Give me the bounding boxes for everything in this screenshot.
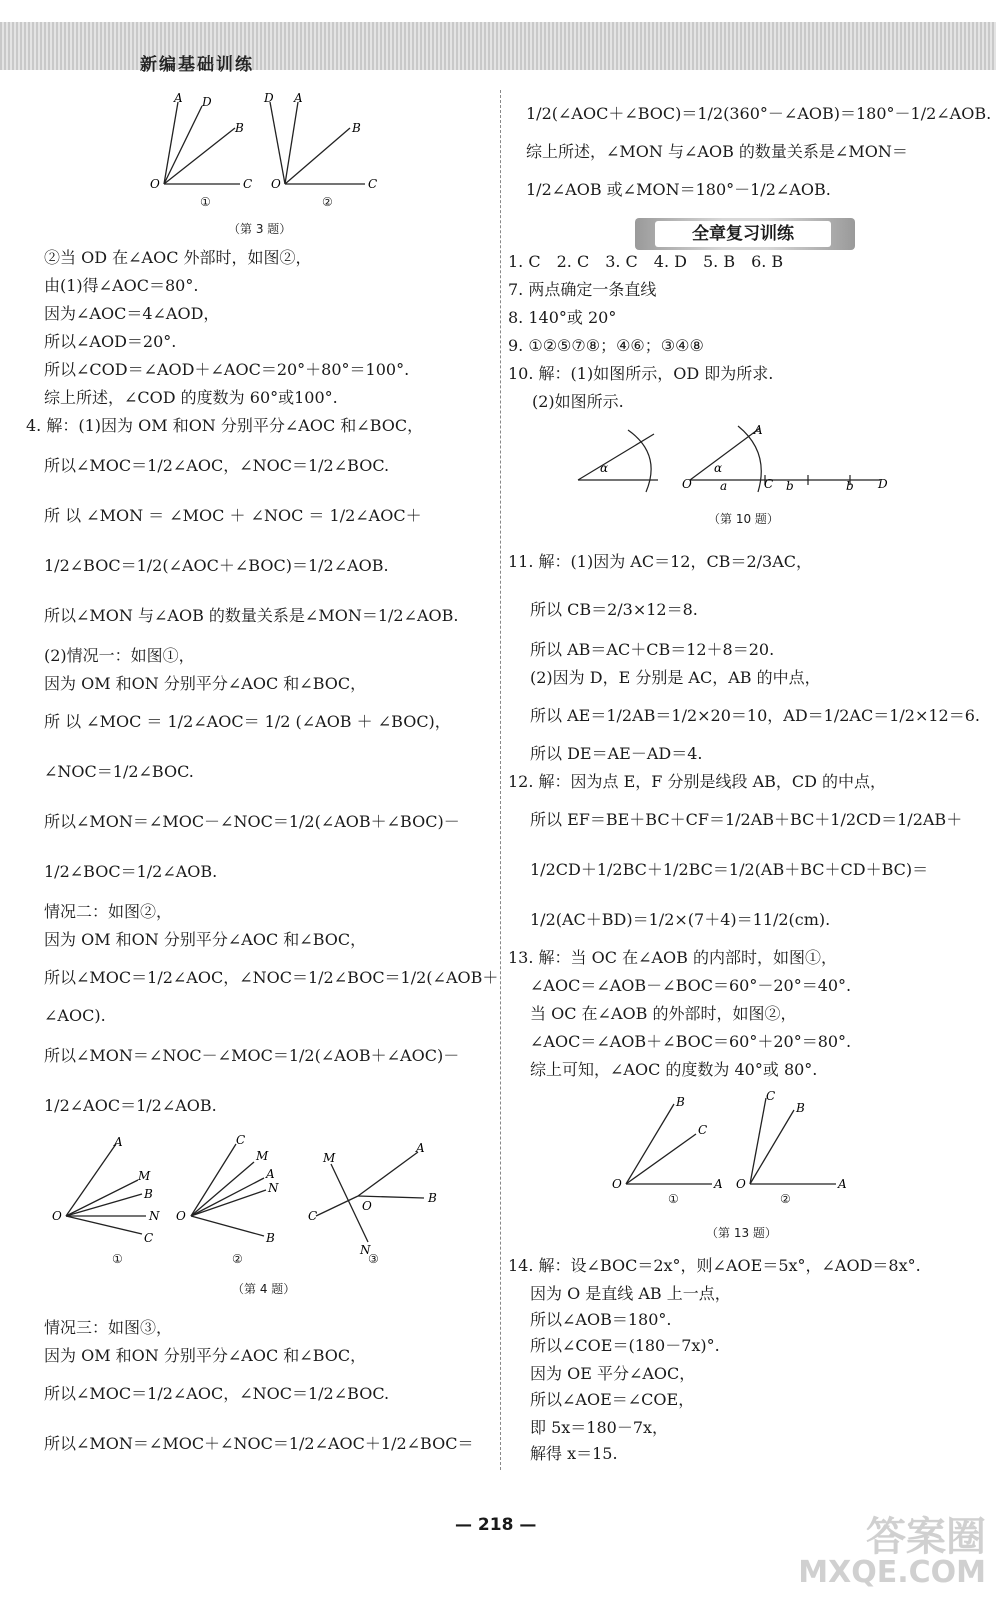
- svg-text:α: α: [600, 461, 609, 475]
- text-line: 所以∠COD＝∠AOD＋∠AOC＝20°＋80°＝100°.: [44, 360, 410, 379]
- text-line: 所 以 ∠MOC ＝ 1/2∠AOC＝ 1/2 (∠AOB ＋ ∠BOC)，: [44, 712, 451, 731]
- text-line: 所以 AB＝AC＋CB＝12＋8＝20.: [530, 640, 775, 659]
- text-line: 所以∠COE＝(180－7x)°.: [530, 1336, 720, 1355]
- svg-text:O: O: [150, 177, 160, 191]
- fig13-label-1: ①: [668, 1192, 679, 1206]
- svg-text:B: B: [235, 121, 244, 135]
- text-line: 所以 CB＝2/3×12＝8.: [530, 600, 698, 619]
- text-line: 解得 x＝15.: [530, 1444, 618, 1463]
- text-line: 因为 OM 和ON 分别平分∠AOC 和∠BOC，: [44, 1346, 367, 1365]
- text-line: 1/2∠BOC＝1/2∠AOB.: [44, 862, 218, 881]
- svg-text:B: B: [352, 121, 361, 135]
- text-line: 1/2∠BOC＝1/2(∠AOC＋∠BOC)＝1/2∠AOB.: [44, 556, 389, 575]
- svg-text:N: N: [149, 1209, 160, 1223]
- answer-line: 1. C 2. C 3. C 4. D 5. B 6. B: [508, 252, 784, 271]
- text-line: 因为 OM 和ON 分别平分∠AOC 和∠BOC，: [44, 930, 367, 949]
- svg-text:b: b: [846, 479, 854, 493]
- watermark: 答案圈: [866, 1514, 986, 1560]
- svg-text:A: A: [838, 1177, 847, 1191]
- fig13-caption: （第 13 题）: [706, 1226, 777, 1240]
- text-line: 1/2∠AOB 或∠MON＝180°－1/2∠AOB.: [526, 180, 831, 199]
- svg-text:O: O: [52, 1209, 62, 1223]
- svg-text:C: C: [236, 1133, 246, 1147]
- fig4-caption: （第 4 题）: [232, 1282, 296, 1296]
- svg-text:M: M: [138, 1169, 151, 1183]
- svg-text:a: a: [720, 479, 728, 493]
- answer-line: (2)如图所示.: [532, 392, 624, 411]
- svg-text:A: A: [174, 91, 183, 105]
- answer-line: 8. 140°或 20°: [508, 308, 617, 327]
- svg-text:O: O: [271, 177, 281, 191]
- text-line: ②当 OD 在∠AOC 外部时，如图②，: [44, 248, 312, 267]
- text-line: 所以∠MON＝∠NOC－∠MOC＝1/2(∠AOB＋∠AOC)－: [44, 1046, 460, 1065]
- text-line: 所以∠MON 与∠AOB 的数量关系是∠MON＝1/2∠AOB.: [44, 606, 459, 625]
- fig4-label-1: ①: [112, 1252, 123, 1266]
- text-line: 所以∠MON＝∠MOC＋∠NOC＝1/2∠AOC＋1/2∠BOC＝: [44, 1434, 474, 1453]
- text-line: 情况三：如图③，: [44, 1318, 173, 1337]
- text-line: ∠AOC).: [44, 1006, 106, 1025]
- text-line: 所以∠MOC＝1/2∠AOC，∠NOC＝1/2∠BOC＝1/2(∠AOB＋: [44, 968, 499, 987]
- watermark-url: MXQE.COM: [798, 1555, 986, 1590]
- text-line: 11. 解：(1)因为 AC＝12，CB＝2/3AC，: [508, 552, 812, 571]
- svg-text:C: C: [243, 177, 253, 191]
- svg-text:B: B: [144, 1187, 153, 1201]
- figure-3: [140, 90, 380, 220]
- svg-text:N: N: [360, 1243, 371, 1257]
- text-line: 1/2(AC＋BD)＝1/2×(7＋4)＝11/2(cm).: [530, 910, 831, 929]
- text-line: 所以 DE＝AE－AD＝4.: [530, 744, 703, 763]
- svg-text:A: A: [714, 1177, 723, 1191]
- figure-13: [600, 1090, 860, 1200]
- text-line: 1/2∠AOC＝1/2∠AOB.: [44, 1096, 217, 1115]
- text-line: (2)情况一：如图①，: [44, 646, 195, 665]
- svg-text:M: M: [323, 1151, 336, 1165]
- fig3-caption: （第 3 题）: [228, 222, 292, 236]
- svg-text:D: D: [202, 95, 212, 109]
- svg-text:A: A: [266, 1167, 275, 1181]
- text-line: 4. 解：(1)因为 OM 和ON 分别平分∠AOC 和∠BOC，: [26, 416, 424, 435]
- svg-text:α: α: [714, 461, 723, 475]
- header-title: 新编基础训练: [140, 55, 254, 75]
- text-line: 情况二：如图②，: [44, 902, 173, 921]
- text-line: ∠AOC＝∠AOB－∠BOC＝60°－20°＝40°.: [530, 976, 852, 995]
- text-line: 所 以 ∠MON ＝ ∠MOC ＋ ∠NOC ＝ 1/2∠AOC＋: [44, 506, 422, 525]
- svg-text:B: B: [428, 1191, 437, 1205]
- svg-text:O: O: [682, 477, 692, 491]
- text-line: ∠NOC＝1/2∠BOC.: [44, 762, 194, 781]
- text-line: 所以∠MOC＝1/2∠AOC，∠NOC＝1/2∠BOC.: [44, 1384, 390, 1403]
- svg-text:C: C: [764, 477, 774, 491]
- text-line: 即 5x＝180－7x，: [530, 1418, 669, 1437]
- fig13-label-2: ②: [780, 1192, 791, 1206]
- svg-text:C: C: [698, 1123, 708, 1137]
- text-line: 所以 AE＝1/2AB＝1/2×20＝10，AD＝1/2AC＝1/2×12＝6.: [530, 706, 980, 725]
- text-line: 14. 解：设∠BOC＝2x°，则∠AOE＝5x°，∠AOD＝8x°.: [508, 1256, 921, 1275]
- answer-line: 7. 两点确定一条直线: [508, 280, 657, 299]
- figure-10: [570, 420, 900, 500]
- column-divider: [500, 90, 501, 1470]
- svg-text:A: A: [294, 91, 303, 105]
- svg-text:B: B: [266, 1231, 275, 1245]
- text-line: 综上所述，∠COD 的度数为 60°或100°.: [44, 388, 338, 407]
- fig4-label-2: ②: [232, 1252, 243, 1266]
- svg-text:A: A: [754, 423, 763, 437]
- text-line: 12. 解：因为点 E，F 分别是线段 AB，CD 的中点，: [508, 772, 887, 791]
- figure-4: [46, 1130, 456, 1270]
- svg-text:A: A: [416, 1141, 425, 1155]
- answer-line: 9. ①②⑤⑦⑧；④⑥；③④⑧: [508, 336, 704, 355]
- fig3-label-2: ②: [322, 195, 333, 209]
- fig4-label-3: ③: [368, 1252, 379, 1266]
- section-banner: [635, 218, 855, 250]
- text-line: 所以∠AOE＝∠COE，: [530, 1390, 695, 1409]
- text-line: 因为 OM 和ON 分别平分∠AOC 和∠BOC，: [44, 674, 367, 693]
- svg-text:B: B: [796, 1101, 805, 1115]
- text-line: 当 OC 在∠AOB 的外部时，如图②，: [530, 1004, 797, 1023]
- svg-text:C: C: [308, 1209, 318, 1223]
- svg-text:M: M: [256, 1149, 269, 1163]
- text-line: 1/2(∠AOC＋∠BOC)＝1/2(360°－∠AOB)＝180°－1/2∠AOB.: [526, 104, 992, 123]
- text-line: 所以∠MOC＝1/2∠AOC，∠NOC＝1/2∠BOC.: [44, 456, 390, 475]
- svg-text:O: O: [736, 1177, 746, 1191]
- answer-line: 10. 解：(1)如图所示，OD 即为所求.: [508, 364, 774, 383]
- text-line: 1/2CD＋1/2BC＋1/2BC＝1/2(AB＋BC＋CD＋BC)＝: [530, 860, 929, 879]
- svg-text:O: O: [612, 1177, 622, 1191]
- text-line: 所以 EF＝BE＋BC＋CF＝1/2AB＋BC＋1/2CD＝1/2AB＋: [530, 810, 963, 829]
- fig3-label-1: ①: [200, 195, 211, 209]
- text-line: 因为 O 是直线 AB 上一点，: [530, 1284, 731, 1303]
- text-line: 所以∠AOD＝20°.: [44, 332, 177, 351]
- text-line: 因为 OE 平分∠AOC，: [530, 1364, 696, 1383]
- svg-text:O: O: [362, 1199, 372, 1213]
- section-title: 全章复习训练: [655, 221, 831, 247]
- svg-text:C: C: [766, 1090, 776, 1103]
- svg-text:O: O: [176, 1209, 186, 1223]
- fig10-caption: （第 10 题）: [708, 512, 779, 526]
- svg-text:D: D: [878, 477, 888, 491]
- svg-text:D: D: [264, 91, 274, 105]
- text-line: (2)因为 D，E 分别是 AC，AB 的中点，: [530, 668, 821, 687]
- text-line: 所以∠AOB＝180°.: [530, 1310, 672, 1329]
- svg-text:B: B: [676, 1095, 685, 1109]
- page-number: — 218 —: [455, 1515, 537, 1535]
- text-line: 综上可知，∠AOC 的度数为 40°或 80°.: [530, 1060, 818, 1079]
- text-line: 13. 解：当 OC 在∠AOB 的内部时，如图①，: [508, 948, 837, 967]
- svg-text:C: C: [144, 1231, 154, 1245]
- svg-text:N: N: [268, 1181, 279, 1195]
- text-line: 由(1)得∠AOC＝80°.: [44, 276, 199, 295]
- text-line: ∠AOC＝∠AOB＋∠BOC＝60°＋20°＝80°.: [530, 1032, 852, 1051]
- text-line: 所以∠MON＝∠MOC－∠NOC＝1/2(∠AOB＋∠BOC)－: [44, 812, 460, 831]
- text-line: 综上所述，∠MON 与∠AOB 的数量关系是∠MON＝: [526, 142, 908, 161]
- svg-text:A: A: [114, 1135, 123, 1149]
- text-line: 因为∠AOC＝4∠AOD，: [44, 304, 220, 323]
- svg-text:b: b: [786, 479, 794, 493]
- svg-text:C: C: [368, 177, 378, 191]
